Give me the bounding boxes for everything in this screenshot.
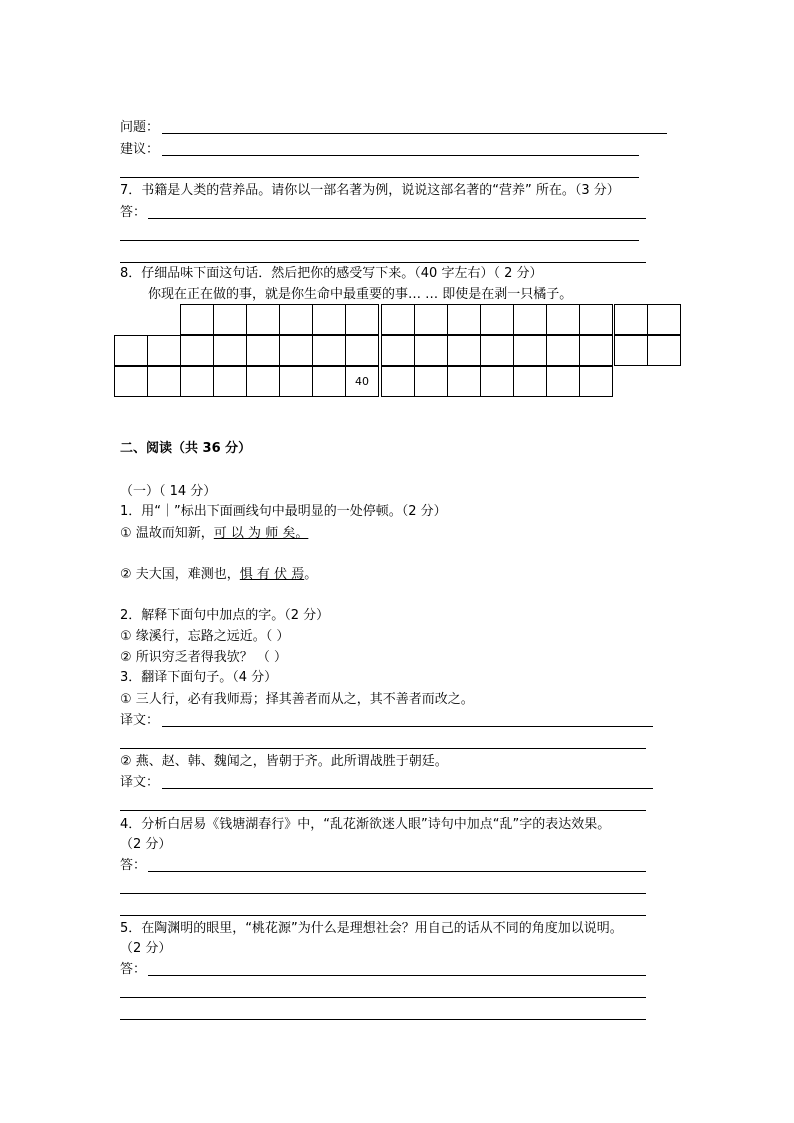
- grid-cell[interactable]: [312, 335, 346, 366]
- grid-cell[interactable]: [345, 304, 379, 335]
- grid-cell[interactable]: [447, 335, 481, 366]
- grid-cell-marker[interactable]: [345, 366, 379, 397]
- s2-q4-score: （2 分）: [120, 837, 172, 852]
- grid-cell[interactable]: [381, 335, 415, 366]
- q7-answer-line-1[interactable]: [148, 218, 646, 219]
- q7-answer-line-2[interactable]: [120, 240, 639, 241]
- q8-quote: 你现在正在做的事，就是你生命中最重要的事… … 即使是在剥一只橘子。: [148, 287, 573, 302]
- grid-cell[interactable]: [546, 304, 580, 335]
- advice-label: 建议：: [120, 142, 160, 157]
- s2-q5-answer-line-2[interactable]: [120, 997, 646, 998]
- s2-q3-item1-line-2[interactable]: [120, 748, 646, 749]
- grid-cell[interactable]: [480, 366, 514, 397]
- grid-cell[interactable]: [246, 304, 280, 335]
- grid-cell[interactable]: [579, 366, 613, 397]
- grid-cell[interactable]: [614, 335, 648, 366]
- grid-cell[interactable]: [614, 304, 648, 335]
- grid-cell[interactable]: [480, 304, 514, 335]
- s2-q3-translation-label-2: 译文：: [120, 775, 160, 790]
- grid-cell[interactable]: [279, 335, 313, 366]
- advice-answer-line-2[interactable]: [120, 177, 639, 178]
- q8-text: 8．仔细品味下面这句话．然后把你的感受写下来。（40 字左右）（ 2 分）: [120, 266, 543, 281]
- part1-title: （一）（ 14 分）: [120, 484, 217, 499]
- grid-cell[interactable]: [246, 366, 280, 397]
- grid-cell[interactable]: [414, 304, 448, 335]
- s2-q3-item2: ② 燕、赵、韩、魏闻之，皆朝于齐。此所谓战胜于朝廷。: [120, 754, 448, 769]
- s2-q3-item1: ① 三人行，必有我师焉；择其善者而从之，其不善者而改之。: [120, 692, 474, 707]
- s2-q1-item2: [120, 567, 317, 583]
- grid-marker-text: 40: [355, 375, 369, 388]
- grid-cell[interactable]: [180, 304, 214, 335]
- grid-cell[interactable]: [647, 304, 681, 335]
- grid-cell[interactable]: [312, 366, 346, 397]
- advice-answer-line[interactable]: [162, 155, 639, 156]
- grid-cell[interactable]: [180, 366, 214, 397]
- s2-q3-item2-line-2[interactable]: [120, 810, 646, 811]
- grid-cell[interactable]: [279, 304, 313, 335]
- s2-q3-item1-line-1[interactable]: [162, 726, 653, 727]
- section2-title: 二、阅读（共 36 分）: [120, 441, 252, 456]
- grid-cell[interactable]: [546, 366, 580, 397]
- s2-q1-item2-prefix: ② 夫大国，难测也，: [120, 567, 240, 582]
- s2-q4-answer-line-2[interactable]: [120, 893, 646, 894]
- q7-answer-line-3[interactable]: [120, 262, 646, 263]
- grid-cell[interactable]: [180, 335, 214, 366]
- q7-text: 7．书籍是人类的营养品。请你以一部名著为例，说说这部名著的“营养” 所在。（3 分）: [120, 183, 620, 198]
- s2-q5-score: （2 分）: [120, 941, 172, 956]
- s2-q4-text: 4．分析白居易《钱塘湖春行》中，“乱花渐欲迷人眼”诗句中加点“乱”字的表达效果。: [120, 817, 611, 832]
- s2-q1-item1-prefix: ① 温故而知新，: [120, 526, 214, 541]
- grid-cell[interactable]: [414, 366, 448, 397]
- grid-cell[interactable]: [447, 366, 481, 397]
- grid-cell[interactable]: [546, 335, 580, 366]
- grid-cell[interactable]: [213, 335, 247, 366]
- grid-cell[interactable]: [579, 304, 613, 335]
- s2-q4-answer-line-3[interactable]: [120, 915, 646, 916]
- grid-cell[interactable]: [147, 366, 181, 397]
- s2-q4-answer-label: 答：: [120, 858, 147, 873]
- grid-cell[interactable]: [647, 335, 681, 366]
- grid-cell[interactable]: [381, 366, 415, 397]
- grid-cell[interactable]: [447, 304, 481, 335]
- s2-q1-text: 1．用“｜”标出下面画线句中最明显的一处停顿。（2 分）: [120, 504, 447, 519]
- s2-q5-text: 5．在陶渊明的眼里，“桃花源”为什么是理想社会？用自己的话从不同的角度加以说明。: [120, 921, 623, 936]
- s2-q5-answer-label: 答：: [120, 962, 147, 977]
- s2-q5-answer-line-3[interactable]: [120, 1019, 646, 1020]
- grid-cell[interactable]: [381, 304, 415, 335]
- grid-cell[interactable]: [513, 366, 547, 397]
- s2-q5-answer-line-1[interactable]: [148, 975, 646, 976]
- question-label: 问题：: [120, 120, 160, 135]
- s2-q2-item2[interactable]: ② 所识穷乏者得我欤？ （ ）: [120, 650, 288, 665]
- grid-cell[interactable]: [414, 335, 448, 366]
- q7-answer-label: 答：: [120, 205, 147, 220]
- grid-cell[interactable]: [213, 366, 247, 397]
- s2-q3-item2-line-1[interactable]: [162, 788, 653, 789]
- s2-q1-item1-underlined: 可 以 为 师 矣。: [213, 526, 309, 541]
- s2-q3-translation-label-1: 译文：: [120, 713, 160, 728]
- s2-q1-item1: [120, 526, 308, 542]
- grid-cell[interactable]: [279, 366, 313, 397]
- s2-q1-item2-underlined: 惧 有 伏 焉: [239, 567, 305, 582]
- grid-cell[interactable]: [480, 335, 514, 366]
- grid-cell[interactable]: [312, 304, 346, 335]
- s2-q2-text: 2．解释下面句中加点的字。（2 分）: [120, 608, 330, 623]
- grid-cell[interactable]: [213, 304, 247, 335]
- question-answer-line[interactable]: [162, 133, 667, 134]
- grid-cell[interactable]: [345, 335, 379, 366]
- s2-q1-item2-suffix: 。: [304, 567, 318, 582]
- s2-q4-answer-line-1[interactable]: [148, 871, 646, 872]
- grid-cell[interactable]: [513, 335, 547, 366]
- grid-cell[interactable]: [513, 304, 547, 335]
- grid-cell[interactable]: [147, 335, 181, 366]
- grid-cell[interactable]: [579, 335, 613, 366]
- grid-cell[interactable]: [114, 366, 148, 397]
- grid-cell[interactable]: [246, 335, 280, 366]
- grid-cell[interactable]: [114, 335, 148, 366]
- s2-q3-text: 3．翻译下面句子。（4 分）: [120, 670, 278, 685]
- s2-q2-item1[interactable]: ① 缘溪行，忘路之远近。（ ）: [120, 629, 290, 644]
